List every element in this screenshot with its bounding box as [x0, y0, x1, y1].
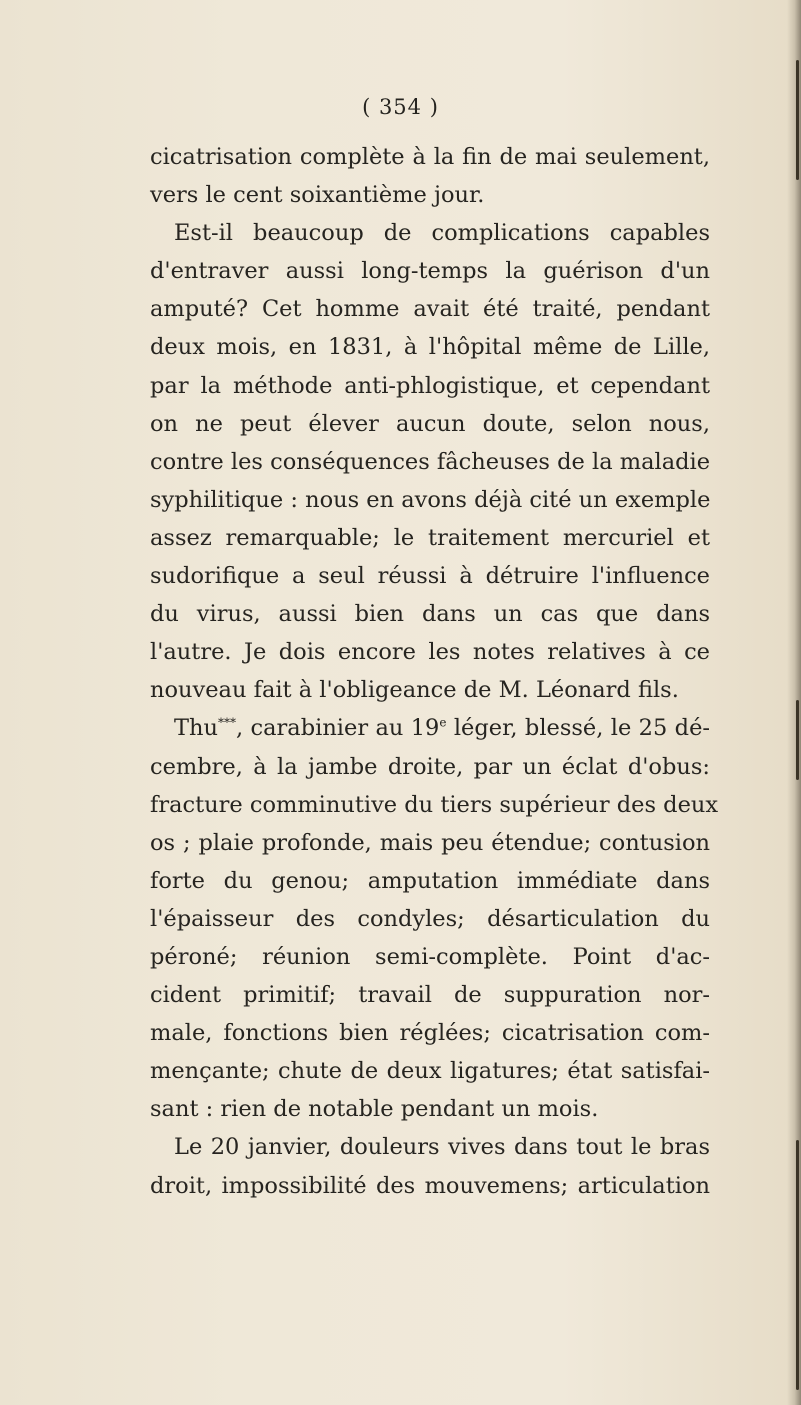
text-line: os ; plaie profonde, mais peu étendue; contusion — [150, 829, 710, 856]
text-line: mençante; chute de deux ligatures; état satisfai- — [150, 1058, 710, 1085]
page-number: ( 354 ) — [362, 95, 439, 119]
text-line-with-superscripts — [150, 709, 710, 747]
text-fragment: , carabinier au 19 — [236, 715, 440, 742]
text-line: vers le cent soixantième jour. — [150, 182, 485, 209]
text-line: contre les conséquences fâcheuses de la maladie — [150, 448, 711, 475]
ordinal-suffix: e — [439, 715, 447, 730]
text-line: amputé? Cet homme avait été traité, pendant — [150, 296, 710, 323]
text-line: d'entraver aussi long-temps la guérison d'un — [150, 258, 710, 285]
page-body-text — [150, 138, 719, 1205]
text-line: assez remarquable; le traitement mercuriel et — [150, 524, 710, 551]
text-line: fracture comminutive du tiers supérieur des deux — [150, 791, 719, 818]
text-fragment: léger, blessé, le 25 dé- — [446, 715, 710, 742]
text-line: sudorifique a seul réussi à détruire l'influence — [150, 563, 710, 590]
text-line: on ne peut élever aucun doute, selon nous, — [150, 410, 710, 437]
page-edge-mark — [796, 700, 799, 780]
patient-name: Thu — [174, 715, 218, 742]
text-line: par la méthode anti-phlogistique, et cependant — [150, 372, 710, 399]
text-line: cembre, à la jambe droite, par un éclat d'obus: — [150, 753, 710, 780]
paragraph — [150, 214, 710, 709]
text-line: l'autre. Je dois encore les notes relatives à ce — [150, 639, 710, 666]
text-line: sant : rien de notable pendant un mois. — [150, 1096, 599, 1123]
text-line: du virus, aussi bien dans un cas que dans — [150, 601, 710, 628]
name-stars: *** — [218, 715, 236, 730]
text-line: deux mois, en 1831, à l'hôpital même de Lille, — [150, 334, 710, 361]
text-line: Est-il beaucoup de complications capables — [174, 220, 710, 247]
text-line: syphilitique : nous en avons déjà cité un exemple — [150, 486, 711, 513]
text-line: cident primitif; travail de suppuration nor- — [150, 982, 710, 1009]
text-line: péroné; réunion semi-complète. Point d'ac- — [150, 943, 710, 970]
text-line: cicatrisation complète à la fin de mai seulement, — [150, 144, 710, 170]
page-edge-mark — [796, 60, 799, 180]
text-line: droit, impossibilité des mouvemens; articulation — [150, 1172, 710, 1199]
page-edge-mark — [796, 1140, 799, 1390]
paragraph — [150, 1128, 710, 1204]
text-line: Le 20 janvier, douleurs vives dans tout le bras — [174, 1134, 710, 1161]
text-line: male, fonctions bien réglées; cicatrisation com- — [150, 1020, 710, 1047]
paragraph — [150, 709, 719, 1128]
text-line: l'épaisseur des condyles; désarticulation du — [150, 905, 710, 932]
paragraph — [150, 138, 710, 214]
text-line: nouveau fait à l'obligeance de M. Léonard fils. — [150, 677, 679, 704]
text-line: forte du genou; amputation immédiate dans — [150, 867, 710, 894]
